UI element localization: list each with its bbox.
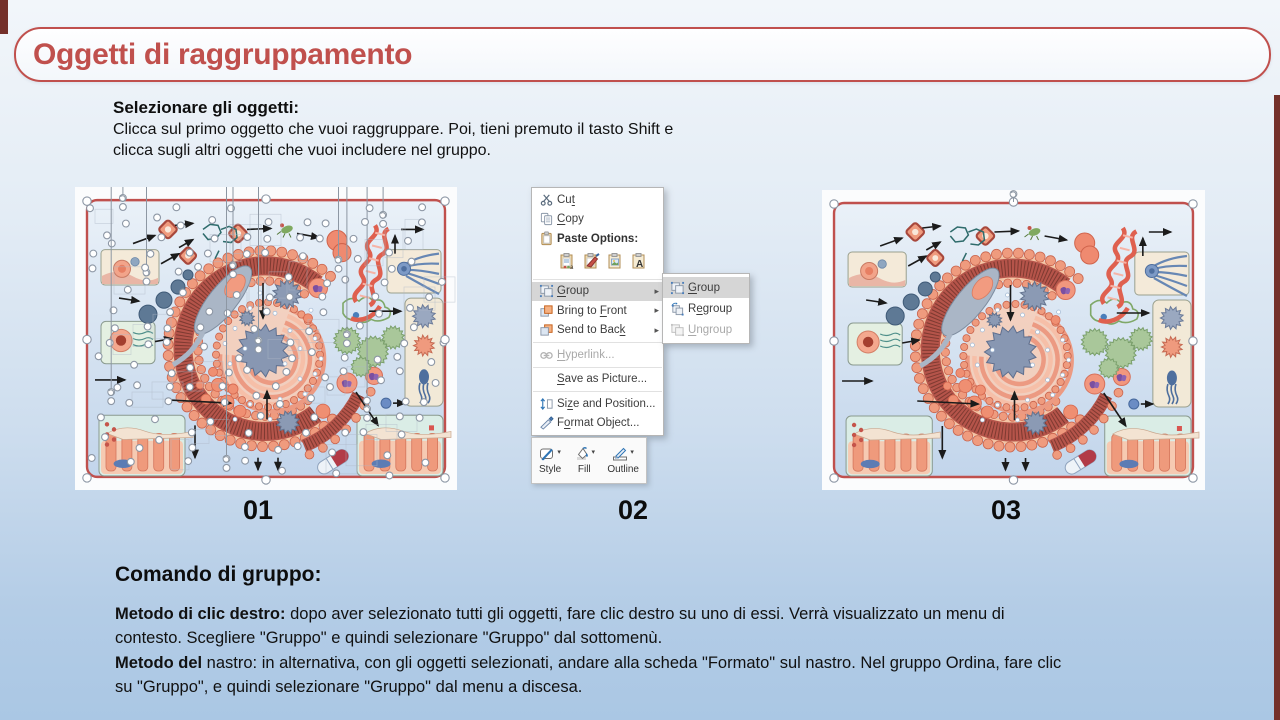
paste-picture-icon[interactable] bbox=[605, 252, 625, 272]
send-to-back-icon bbox=[535, 323, 557, 337]
paste-keep-text-only-icon[interactable] bbox=[629, 252, 649, 272]
dropdown-caret-icon: ▾ bbox=[591, 449, 596, 456]
method-right-click: Metodo di clic destro: dopo aver selezionato tutti gli oggetti, fare clic destro su uno di essi. Verrà visualizzato un menu di contesto. Scegliere "Gruppo" e quindi selezionare "Gruppo" dal sottomenù. bbox=[115, 605, 1005, 647]
style-icon bbox=[539, 446, 556, 465]
dropdown-caret-icon: ▾ bbox=[630, 449, 634, 456]
svg-text:a: a bbox=[569, 265, 573, 271]
menu-item-hyperlink: Hyperlink... bbox=[532, 345, 663, 365]
outline-button[interactable]: ▾ Outline bbox=[607, 446, 639, 475]
paste-icon bbox=[535, 231, 557, 246]
dropdown-caret-icon: ▾ bbox=[557, 449, 561, 456]
regroup-icon bbox=[666, 302, 688, 316]
screenshot-objects-grouped[interactable] bbox=[822, 190, 1205, 490]
menu-separator bbox=[533, 391, 662, 392]
menu-separator bbox=[533, 342, 662, 343]
style-button[interactable]: ▾ Style bbox=[539, 446, 561, 475]
ungroup-icon bbox=[666, 323, 688, 337]
menu-item-group[interactable]: Group ▸ bbox=[532, 282, 663, 302]
group-icon bbox=[535, 284, 557, 298]
submenu-item-group[interactable]: Group bbox=[663, 277, 749, 298]
step-label-02: 02 bbox=[617, 495, 649, 525]
method-ribbon: Metodo del nastro: in alternativa, con gli oggetti selezionati, andare alla scheda "Formato" sul nastro. Nel gruppo Ordina, fare clic su "Gruppo", e quindi selezionare "Gruppo" dal menu a discesa. bbox=[115, 654, 1062, 696]
cell-illustration bbox=[822, 190, 1205, 490]
page-title: Oggetti di raggruppamento bbox=[33, 37, 413, 71]
submenu-arrow-icon: ▸ bbox=[654, 285, 659, 296]
screenshot-objects-selected[interactable] bbox=[75, 187, 457, 490]
fill-button[interactable]: ▾ Fill bbox=[574, 446, 596, 475]
menu-item-send-to-back[interactable]: Send to Back ▸ bbox=[532, 321, 663, 341]
menu-item-save-as-picture[interactable]: Save as Picture... bbox=[557, 373, 648, 386]
select-objects-line1: Clicca sul primo oggetto che vuoi raggruppare. Poi, tieni premuto il tasto Shift e bbox=[113, 121, 674, 138]
menu-item-bring-to-front[interactable]: Bring to Front ▸ bbox=[532, 301, 663, 321]
cell-illustration bbox=[75, 187, 457, 490]
copy-icon bbox=[535, 212, 557, 226]
title-banner bbox=[14, 27, 1271, 82]
select-objects-body bbox=[113, 119, 673, 161]
svg-text:A: A bbox=[635, 259, 643, 270]
step-label-03: 03 bbox=[990, 495, 1022, 525]
outline-icon bbox=[612, 446, 629, 465]
bring-to-front-icon bbox=[535, 304, 557, 318]
select-objects-line2: clicca sugli altri oggetti che vuoi includere nel gruppo. bbox=[113, 142, 491, 159]
menu-item-paste-options: Paste Options: bbox=[532, 229, 663, 249]
step-label-01: 01 bbox=[242, 495, 274, 525]
select-objects-heading: Selezionare gli oggetti: bbox=[113, 98, 300, 117]
hyperlink-icon bbox=[535, 348, 557, 362]
menu-item-cut[interactable]: Cut bbox=[532, 190, 663, 210]
fill-icon bbox=[574, 446, 591, 465]
submenu-arrow-icon: ▸ bbox=[654, 305, 659, 316]
menu-item-size-and-position[interactable]: Size and Position... bbox=[532, 394, 663, 414]
group-submenu bbox=[662, 273, 750, 344]
submenu-item-regroup[interactable]: Regroup bbox=[663, 298, 749, 319]
paste-keep-source-formatting-icon[interactable] bbox=[557, 252, 577, 272]
menu-separator bbox=[533, 279, 662, 280]
menu-item-format-object[interactable]: Format Object... bbox=[532, 414, 663, 434]
size-position-icon bbox=[535, 397, 557, 411]
paste-merge-formatting-icon[interactable] bbox=[581, 252, 601, 272]
right-accent-strip bbox=[1274, 95, 1280, 720]
menu-separator bbox=[533, 367, 662, 368]
group-command-heading: Comando di gruppo: bbox=[115, 563, 322, 586]
menu-item-copy[interactable]: Copy bbox=[532, 210, 663, 230]
cut-icon bbox=[535, 193, 557, 207]
group-icon bbox=[666, 281, 688, 295]
left-accent-strip bbox=[0, 0, 8, 34]
mini-format-toolbar bbox=[531, 437, 647, 484]
context-menu bbox=[531, 187, 664, 436]
submenu-item-ungroup: Ungroup bbox=[663, 319, 749, 340]
format-object-icon bbox=[535, 416, 557, 430]
paste-options-row bbox=[532, 249, 663, 277]
group-methods-text bbox=[115, 603, 1067, 701]
submenu-arrow-icon: ▸ bbox=[654, 324, 659, 335]
